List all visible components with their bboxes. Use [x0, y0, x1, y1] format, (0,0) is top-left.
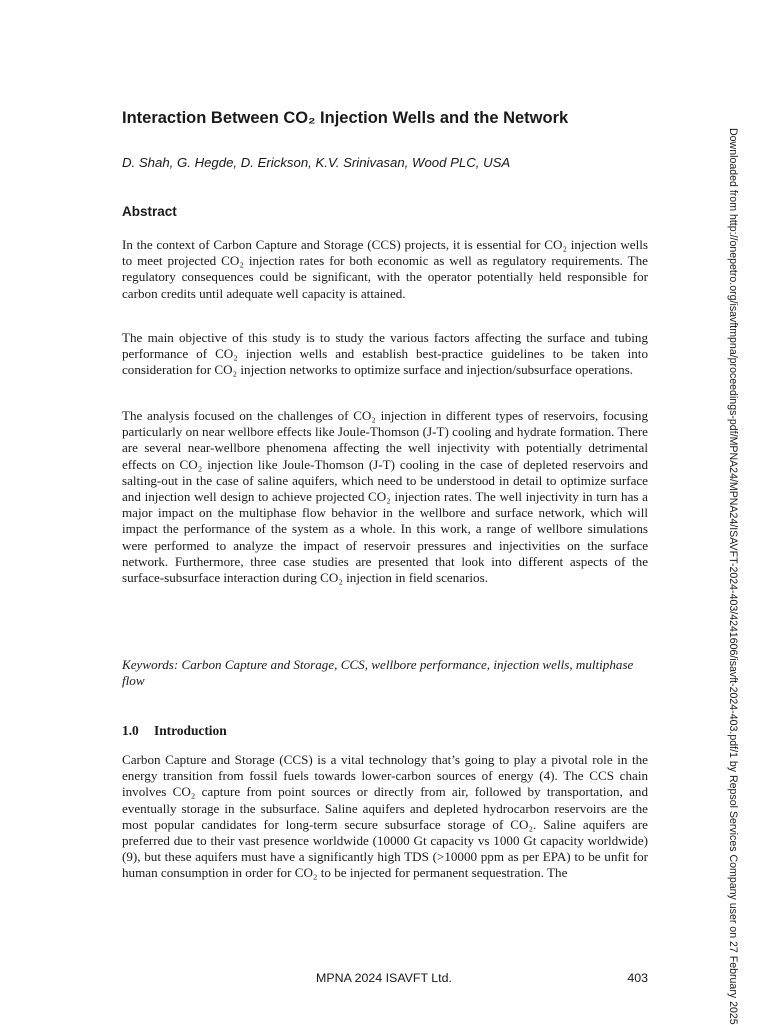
paper-authors: D. Shah, G. Hegde, D. Erickson, K.V. Srinivasan, Wood PLC, USA [122, 155, 511, 170]
download-notice: Downloaded from http://onepetro.org/isavftmpna/proceedings-pdf/MPNA24/MPNA24/ISAVFT-2024-403/4241606/isavft-2024-403.pdf/1 by Repsol Services Company user on 27 February 2025 [727, 128, 739, 1025]
introduction-paragraph: Carbon Capture and Storage (CCS) is a vital technology that’s going to play a pivotal role in the energy transition from fossil fuels towards lower-carbon sources of energy (4). The CCS chain involves CO₂ capture from point sources or directly from air, followed by transportation, and eventually storage in the subsurface. Saline aquifers and depleted hydrocarbon reservoirs are the most popular candidates for long-term secure subsurface storage of CO₂. Saline aquifers are preferred due to their vast presence worldwide (10000 Gt capacity vs 1000 Gt capacity worldwide) (9), but these aquifers must have a significantly high TDS (>10000 ppm as per EPA) to be unfit for human consumption in order for CO₂ to be injected for permanent sequestration. The [122, 752, 648, 881]
abstract-paragraph: The analysis focused on the challenges of CO₂ injection in different types of reservoirs, focusing particularly on near wellbore effects like Joule-Thomson (J-T) cooling and hydrate formation. There are several near-wellbore phenomena affecting the well injectivity with potentially detrimental effects on CO₂ injection like Joule-Thomson (J-T) cooling in the case of depleted reservoirs and salting-out in the case of saline aquifers, which need to be understood in detail to optimize surface and injection well design to achieve projected CO₂ injection rates. The well injectivity in turn has a major impact on the multiphase flow behavior in the wellbore and surface network, which will impact the performance of the system as a whole. In this work, a range of wellbore simulations were performed to analyze the impact of reservoir pressures and injectivities on the surface network. Furthermore, three case studies are presented that look into different aspects of the surface-subsurface interaction during CO₂ injection in field scenarios. [122, 408, 648, 586]
abstract-paragraph: The main objective of this study is to study the various factors affecting the surface and tubing performance of CO₂ injection wells and establish best-practice guidelines to be taken into consideration for CO₂ injection networks to optimize surface and injection/subsurface operations. [122, 330, 648, 378]
footer-publisher: MPNA 2024 ISAVFT Ltd. [316, 971, 452, 985]
section-title: Introduction [154, 723, 227, 738]
page-number: 403 [627, 971, 648, 985]
introduction-heading [122, 721, 227, 741]
abstract-paragraph: In the context of Carbon Capture and Storage (CCS) projects, it is essential for CO₂ injection wells to meet projected CO₂ injection rates for both economic as well as regulatory requirements. The regulatory consequences could be significant, with the operator potentially held responsible for carbon credits until adequate well capacity is attained. [122, 237, 648, 301]
paper-title: Interaction Between CO₂ Injection Wells and the Network [122, 109, 569, 127]
abstract-heading: Abstract [122, 204, 177, 219]
keywords: Keywords: Carbon Capture and Storage, CCS, wellbore performance, injection wells, multiphase flow [122, 657, 634, 689]
section-number: 1.0 [122, 723, 139, 738]
